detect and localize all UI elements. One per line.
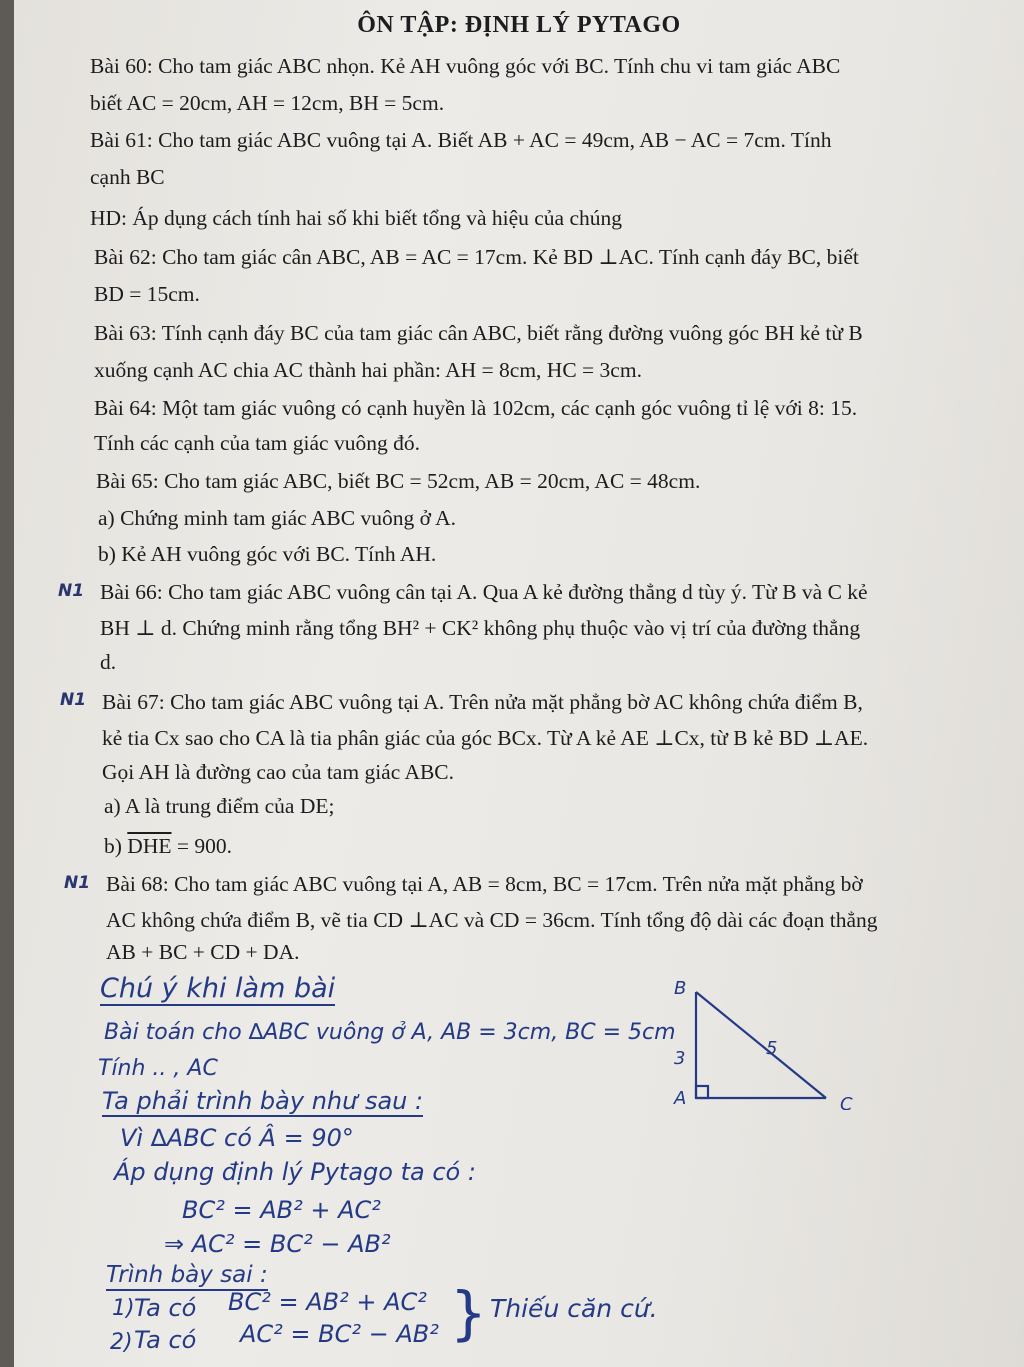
- wrong-2-number: 2): [110, 1330, 133, 1355]
- margin-mark-68: N1: [64, 873, 91, 893]
- bai-67-part-b: [104, 836, 232, 858]
- bai-66-line-3: d.: [100, 650, 117, 674]
- wrong-1-equation: BC² = AB² + AC²: [228, 1288, 427, 1316]
- bai-67-part-a: a) A là trung điểm của DE;: [104, 794, 335, 818]
- angle-dhe: $\overline{DHE}$: [127, 834, 172, 858]
- page-title: ÔN TẬP: ĐỊNH LÝ PYTAGO: [357, 12, 681, 38]
- bai-66-line-1: Bài 66: Cho tam giác ABC vuông cân tại A. Qua A kẻ đường thẳng d tùy ý. Từ B và C kẻ: [100, 580, 868, 604]
- bai-65-part-b: b) Kẻ AH vuông góc với BC. Tính AH.: [98, 542, 437, 566]
- bai-68-line-2: AC không chứa điểm B, vẽ tia CD ⊥AC và CD = 36cm. Tính tổng độ dài các đoạn thẳng: [106, 908, 878, 932]
- bai-68-line-3: AB + BC + CD + DA.: [106, 940, 300, 964]
- bai-60-line-1: Bài 60: Cho tam giác ABC nhọn. Kẻ AH vuông góc với BC. Tính chu vi tam giác ABC: [90, 54, 841, 78]
- bai-60-line-2: biết AC = 20cm, AH = 12cm, BH = 5cm.: [90, 91, 445, 115]
- side-bc-label: 5: [766, 1038, 778, 1059]
- side-bc: [696, 992, 826, 1098]
- bai-62-line-2: BD = 15cm.: [94, 282, 200, 306]
- handwritten-heading: Chú ý khi làm bài: [100, 973, 336, 1004]
- bai-67-line-2: kẻ tia Cx sao cho CA là tia phân giác của góc BCx. Từ A kẻ AE ⊥Cx, từ B kẻ BD ⊥AE.: [102, 726, 869, 750]
- bai-63-line-2: xuống cạnh AC chia AC thành hai phần: AH = 8cm, HC = 3cm.: [94, 358, 642, 382]
- handwritten-problem: Bài toán cho ∆ABC vuông ở A, AB = 3cm, BC = 5cm: [104, 1020, 676, 1045]
- bai-66-line-2: BH ⊥ d. Chứng minh rằng tổng BH² + CK² không phụ thuộc vào vị trí của đường thẳng: [100, 616, 861, 640]
- margin-mark-67: N1: [60, 690, 87, 710]
- part-b-label: b): [104, 834, 128, 858]
- bai-67-line-1: Bài 67: Cho tam giác ABC vuông tại A. Trên nửa mặt phẳng bờ AC không chứa điểm B,: [102, 690, 863, 714]
- handwritten-ask: Tính .. , AC: [98, 1056, 218, 1081]
- vertex-b-label: B: [674, 978, 687, 999]
- bai-65-line-1: Bài 65: Cho tam giác ABC, biết BC = 52cm, AB = 20cm, AC = 48cm.: [96, 469, 701, 493]
- brace: }: [450, 1279, 487, 1347]
- worksheet-page: [14, 0, 1024, 1367]
- wrong-1-text: Ta có: [134, 1294, 197, 1322]
- angle-value: = 900.: [171, 834, 232, 858]
- bai-62-line-1: Bài 62: Cho tam giác cân ABC, AB = AC = 17cm. Kẻ BD ⊥AC. Tính cạnh đáy BC, biết: [94, 245, 859, 269]
- hint-line: HD: Áp dụng cách tính hai số khi biết tổng và hiệu của chúng: [90, 206, 623, 230]
- handwritten-must-present: Ta phải trình bày như sau :: [102, 1087, 424, 1115]
- bai-64-line-2: Tính các cạnh của tam giác vuông đó.: [94, 431, 420, 455]
- wrong-2-equation: AC² = BC² − AB²: [240, 1320, 439, 1348]
- handwritten-eq-1: BC² = AB² + AC²: [182, 1196, 381, 1224]
- wrong-2-text: Ta có: [134, 1326, 197, 1354]
- handwritten-eq-2: ⇒ AC² = BC² − AB²: [164, 1230, 391, 1258]
- right-triangle-figure: [650, 970, 890, 1110]
- handwritten-wrong-heading: Trình bày sai :: [106, 1264, 268, 1291]
- right-angle-marker: [696, 1086, 708, 1098]
- margin-mark-66: N1: [58, 581, 85, 601]
- bai-63-line-1: Bài 63: Tính cạnh đáy BC của tam giác cân ABC, biết rằng đường vuông góc BH kẻ từ B: [94, 321, 863, 345]
- bai-68-line-1: Bài 68: Cho tam giác ABC vuông tại A, AB = 8cm, BC = 17cm. Trên nửa mặt phẳng bờ: [106, 872, 863, 896]
- handwritten-since: Vì ∆ABC có Â = 90°: [120, 1124, 354, 1152]
- side-ab-label: 3: [674, 1048, 686, 1069]
- bai-65-part-a: a) Chứng minh tam giác ABC vuông ở A.: [98, 506, 457, 530]
- bai-67-line-3: Gọi AH là đường cao của tam giác ABC.: [102, 760, 455, 784]
- bai-61-line-2: cạnh BC: [90, 165, 165, 189]
- handwritten-apply: Áp dụng định lý Pytago ta có :: [114, 1158, 476, 1186]
- bai-61-line-1: Bài 61: Cho tam giác ABC vuông tại A. Biết AB + AC = 49cm, AB − AC = 7cm. Tính: [90, 128, 832, 152]
- vertex-c-label: C: [840, 1094, 853, 1110]
- vertex-a-label: A: [674, 1088, 687, 1109]
- wrong-1-number: 1): [112, 1296, 135, 1321]
- bai-64-line-1: Bài 64: Một tam giác vuông có cạnh huyền là 102cm, các cạnh góc vuông tỉ lệ với 8: 15.: [94, 396, 858, 420]
- handwritten-missing: Thiếu căn cứ.: [490, 1294, 658, 1323]
